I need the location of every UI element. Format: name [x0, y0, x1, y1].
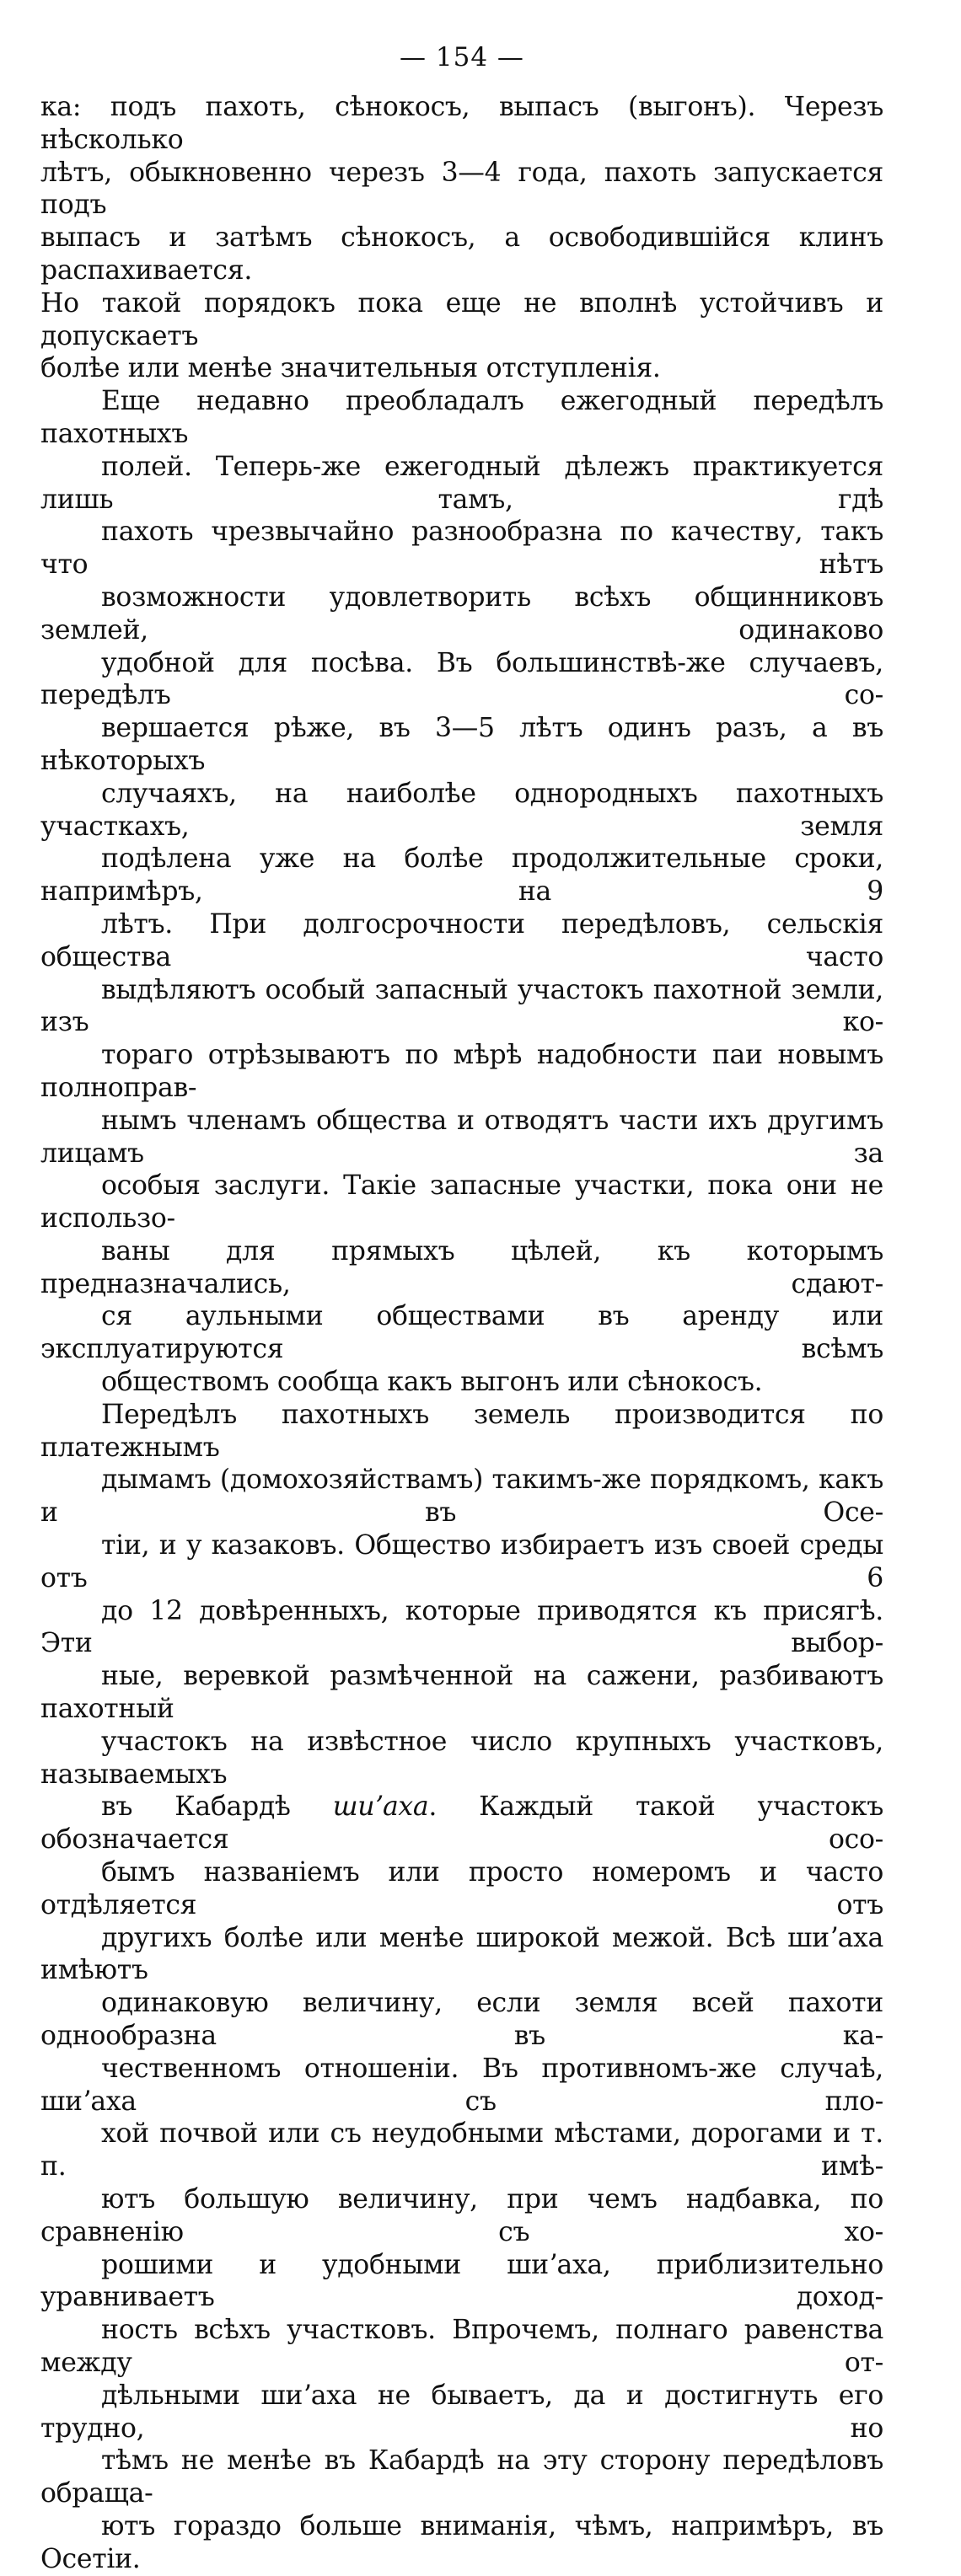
- text-line: ка: подъ пахоть, сѣнокосъ, выпасъ (выгонъ). Черезъ нѣсколько: [40, 92, 883, 155]
- text-line: полей. Теперь-же ежегодный дѣлежъ практикуется лишь тамъ, гдѣ: [40, 451, 883, 515]
- text-line: нымъ членамъ общества и отводятъ части ихъ другимъ лицамъ за: [40, 1105, 883, 1169]
- text-line: другихъ болѣе или менѣе широкой межой. Всѣ шиʼаха имѣютъ: [40, 1922, 883, 1986]
- text-line: дѣльными шиʼаха не бываетъ, да и достигнуть его трудно, но: [40, 2380, 883, 2444]
- text-line: въ Кабардѣ шиʼаха. Каждый такой участокъ обозначается осо-: [40, 1791, 883, 1856]
- text-line: ные, веревкой размѣченной на сажени, разбиваютъ пахотный: [40, 1661, 883, 1725]
- italic-term: шиʼаха: [332, 1791, 429, 1823]
- text-line: до 12 довѣренныхъ, которые приводятся къ присягѣ. Эти выбор-: [40, 1595, 883, 1659]
- text-line: чественномъ отношеніи. Въ противномъ-же случаѣ, шиʼаха съ пло-: [40, 2053, 883, 2117]
- text-line: одинаковую величину, если земля всей пахоти однообразна въ ка-: [40, 1988, 883, 2052]
- text-line: рошими и удобными шиʼаха, приблизительно уравниваетъ доход-: [40, 2249, 883, 2313]
- document-page: [40, 42, 883, 2576]
- text-line: ность всѣхъ участковъ. Впрочемъ, полнаго равенства между от-: [40, 2315, 883, 2378]
- page-number: — 154 —: [400, 42, 524, 72]
- text-line: особыя заслуги. Такіе запасные участки, пока они не использо-: [40, 1170, 883, 1234]
- text-line: выдѣляютъ особый запасный участокъ пахотной земли, изъ ко-: [40, 974, 883, 1038]
- text-line: ютъ гораздо больше вниманія, чѣмъ, напримѣръ, въ Осетіи.: [40, 2510, 883, 2574]
- text-line: ся аульными обществами въ аренду или эксплуатируются всѣмъ: [40, 1301, 883, 1365]
- text-line: вершается рѣже, въ 3—5 лѣтъ одинъ разъ, а въ нѣкоторыхъ: [40, 713, 883, 776]
- text-line: участокъ на извѣстное число крупныхъ участковъ, называемыхъ: [40, 1726, 883, 1790]
- text-line: дымамъ (домохозяйствамъ) такимъ-же порядкомъ, какъ и въ Осе-: [40, 1465, 883, 1529]
- text-line: возможности удовлетворить всѣхъ общинниковъ землей, одинаково: [40, 581, 883, 645]
- text-line: обществомъ сообща какъ выгонъ или сѣнокосъ.: [101, 1367, 763, 1398]
- text-line: ютъ большую величину, при чемъ надбавка, по сравненію съ хо-: [40, 2184, 883, 2247]
- text-line: удобной для посѣва. Въ большинствѣ-же случаевъ, передѣлъ со-: [40, 647, 883, 711]
- text-line: Но такой порядокъ пока еще не вполнѣ устойчивъ и допускаетъ: [40, 287, 883, 351]
- text-line: случаяхъ, на наиболѣе однородныхъ пахотныхъ участкахъ, земля: [40, 778, 883, 842]
- text-line: болѣе или менѣе значительныя отступленія.: [40, 353, 661, 384]
- text-line: подѣлена уже на болѣе продолжительные сроки, напримѣръ, на 9: [40, 843, 883, 908]
- text-line: бымъ названіемъ или просто номеромъ и часто отдѣляется отъ: [40, 1857, 883, 1920]
- text-line: ваны для прямыхъ цѣлей, къ которымъ предназначались, сдают-: [40, 1235, 883, 1299]
- text-line: пахоть чрезвычайно разнообразна по качеству, такъ что нѣтъ: [40, 517, 883, 581]
- text-line: Еще недавно преобладалъ ежегодный передѣлъ пахотныхъ: [40, 386, 883, 449]
- text-line: выпасъ и затѣмъ сѣнокосъ, а освободившійся клинъ распахивается.: [40, 222, 883, 286]
- text-line: лѣтъ. При долгосрочности передѣловъ, сельскія общества часто: [40, 908, 883, 972]
- text-line: хой почвой или съ неудобными мѣстами, дорогами и т. п. имѣ-: [40, 2118, 883, 2182]
- text-line: тіи, и у казаковъ. Общество избираетъ изъ своей среды отъ 6: [40, 1530, 883, 1593]
- text-line: тѣмъ не менѣе въ Кабардѣ на эту сторону передѣловъ обраща-: [40, 2445, 883, 2509]
- paragraph-3: [40, 1399, 883, 2576]
- text-line: тораго отрѣзываютъ по мѣрѣ надобности паи новымъ полноправ-: [40, 1040, 883, 1103]
- paragraph-2: [40, 385, 883, 1399]
- paragraph-1: [40, 91, 883, 385]
- body-text: [40, 91, 883, 2576]
- text-line: лѣтъ, обыкновенно черезъ 3—4 года, пахоть запускается подъ: [40, 157, 883, 221]
- text-line: Передѣлъ пахотныхъ земель производится по платежнымъ: [40, 1399, 883, 1463]
